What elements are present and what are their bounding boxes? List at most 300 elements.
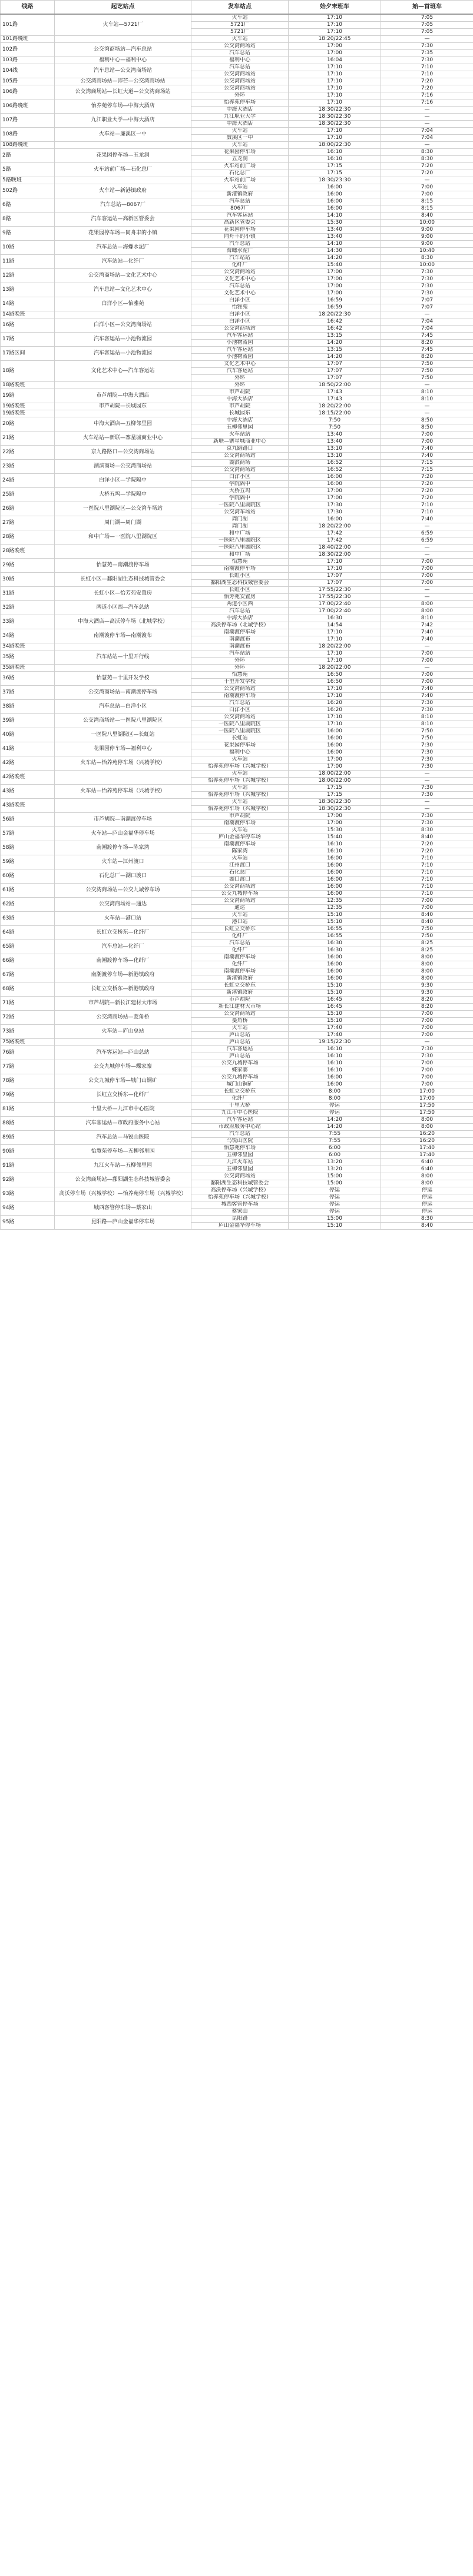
last-bus-time: 16:00 bbox=[289, 1081, 381, 1088]
last-bus-time: 15:30 bbox=[289, 220, 381, 227]
table-row bbox=[1, 149, 473, 156]
table-row bbox=[1, 1060, 473, 1067]
last-bus-time: 14:10 bbox=[289, 213, 381, 220]
route-line: 56路 bbox=[1, 813, 55, 827]
departure-stop: 火车站站 bbox=[191, 431, 289, 439]
last-bus-time: 16:00 bbox=[289, 877, 381, 884]
route-span bbox=[55, 410, 191, 417]
first-bus-time: 17:50 bbox=[381, 1103, 473, 1110]
first-bus-time: 7:00 bbox=[381, 898, 473, 905]
first-bus-time: — bbox=[381, 410, 473, 417]
first-bus-time: 10:00 bbox=[381, 262, 473, 269]
last-bus-time: 17:10 bbox=[289, 85, 381, 92]
last-bus-time: 19:15/22:30 bbox=[289, 1039, 381, 1046]
route-span: 中海大酒店—高沃停车场（北城学校） bbox=[55, 615, 191, 629]
table-row bbox=[1, 1011, 473, 1018]
last-bus-time: 16:45 bbox=[289, 1004, 381, 1011]
last-bus-time: 17:10 bbox=[289, 64, 381, 71]
route-line: 28路晚班 bbox=[1, 545, 55, 559]
first-bus-time: 7:30 bbox=[381, 290, 473, 297]
departure-stop: 五柳邻里园 bbox=[191, 424, 289, 431]
last-bus-time: 18:00/22:00 bbox=[289, 778, 381, 785]
route-line: 34路 bbox=[1, 629, 55, 643]
table-row bbox=[1, 474, 473, 481]
table-row bbox=[1, 1046, 473, 1053]
table-row bbox=[1, 43, 473, 50]
departure-stop: 怡慧苑 bbox=[191, 559, 289, 566]
route-line: 66路 bbox=[1, 954, 55, 968]
first-bus-time: 10:00 bbox=[381, 220, 473, 227]
departure-stop: 南潮渡布 bbox=[191, 643, 289, 650]
departure-stop: 城西客管停车场 bbox=[191, 1201, 289, 1209]
first-bus-time: 7:05 bbox=[381, 29, 473, 36]
last-bus-time: 16:30 bbox=[289, 615, 381, 622]
departure-stop: 和中广场 bbox=[191, 552, 289, 559]
last-bus-time: 17:10 bbox=[289, 99, 381, 107]
first-bus-time: 7:30 bbox=[381, 276, 473, 283]
route-span: 九江职业大学—中海大酒店 bbox=[55, 114, 191, 128]
route-line: 16路 bbox=[1, 318, 55, 333]
departure-stop: 汽车客运站 bbox=[191, 347, 289, 354]
last-bus-time: 16:20 bbox=[289, 707, 381, 714]
last-bus-time: 18:30/22:30 bbox=[289, 806, 381, 813]
route-line: 76路 bbox=[1, 1046, 55, 1060]
departure-stop: 福利中心 bbox=[191, 749, 289, 756]
last-bus-time: 停运 bbox=[289, 1194, 381, 1201]
departure-stop: 石化总厂 bbox=[191, 869, 289, 877]
last-bus-time: 18:30/22:30 bbox=[289, 799, 381, 806]
route-line: 93路 bbox=[1, 1187, 55, 1201]
table-row bbox=[1, 968, 473, 975]
departure-stop: 庐山金福华停车场 bbox=[191, 834, 289, 841]
first-bus-time: 7:50 bbox=[381, 361, 473, 368]
departure-stop: 汽车客运站 bbox=[191, 1117, 289, 1124]
first-bus-time: 8:10 bbox=[381, 396, 473, 403]
route-span: 文化艺术中心—汽车客运站 bbox=[55, 361, 191, 382]
first-bus-time: 8:30 bbox=[381, 255, 473, 262]
first-bus-time: 7:00 bbox=[381, 1011, 473, 1018]
departure-stop: 白洋小区 bbox=[191, 707, 289, 714]
table-row bbox=[1, 869, 473, 877]
route-line: 20路 bbox=[1, 417, 55, 431]
first-bus-time: 7:00 bbox=[381, 559, 473, 566]
table-row bbox=[1, 785, 473, 792]
route-span: 市芦胡院—长城园东 bbox=[55, 403, 191, 410]
route-line: 68路 bbox=[1, 982, 55, 997]
last-bus-time: 7:50 bbox=[289, 424, 381, 431]
first-bus-time: 7:45 bbox=[381, 333, 473, 340]
departure-stop: 菱角桥 bbox=[191, 1018, 289, 1025]
table-row bbox=[1, 884, 473, 891]
departure-stop: 南潮渡布 bbox=[191, 636, 289, 643]
route-line: 22路 bbox=[1, 446, 55, 460]
first-bus-time: 7:50 bbox=[381, 933, 473, 940]
last-bus-time: 12:35 bbox=[289, 898, 381, 905]
first-bus-time: 7:00 bbox=[381, 1067, 473, 1074]
route-span: 汽车总站—马锐山医院 bbox=[55, 1131, 191, 1145]
first-bus-time: 8:00 bbox=[381, 608, 473, 615]
departure-stop: 汽车总站 bbox=[191, 50, 289, 57]
departure-stop: 公交湾商场站 bbox=[191, 453, 289, 460]
route-line: 31路 bbox=[1, 587, 55, 601]
last-bus-time: 16:50 bbox=[289, 672, 381, 679]
first-bus-time: 7:10 bbox=[381, 509, 473, 516]
departure-stop: 花果园停车场 bbox=[191, 742, 289, 749]
departure-stop: 汽车总站 bbox=[191, 1131, 289, 1138]
first-bus-time: 7:30 bbox=[381, 1046, 473, 1053]
table-row bbox=[1, 714, 473, 721]
table-row bbox=[1, 1117, 473, 1124]
departure-stop: 中海大酒店 bbox=[191, 615, 289, 622]
first-bus-time: 7:00 bbox=[381, 1081, 473, 1088]
last-bus-time: 8:00 bbox=[289, 1088, 381, 1096]
route-line: 78路 bbox=[1, 1074, 55, 1088]
last-bus-time: 15:10 bbox=[289, 982, 381, 990]
first-bus-time: 7:15 bbox=[381, 467, 473, 474]
first-bus-time: 7:20 bbox=[381, 163, 473, 170]
table-row bbox=[1, 1159, 473, 1166]
first-bus-time: 7:00 bbox=[381, 1025, 473, 1032]
first-bus-time: 8:00 bbox=[381, 601, 473, 608]
table-row bbox=[1, 912, 473, 919]
table-row bbox=[1, 1187, 473, 1194]
first-bus-time: 6:59 bbox=[381, 537, 473, 545]
departure-stop: 九江市中心医院 bbox=[191, 1110, 289, 1117]
last-bus-time: 13:10 bbox=[289, 453, 381, 460]
departure-stop: 九江火车站 bbox=[191, 1159, 289, 1166]
departure-stop: 城门山铜矿 bbox=[191, 1081, 289, 1088]
departure-stop: 和中广场 bbox=[191, 530, 289, 537]
route-line: 43路 bbox=[1, 785, 55, 799]
departure-stop: 怡养苑停车场（兴城学校） bbox=[191, 806, 289, 813]
last-bus-time: 16:00 bbox=[289, 975, 381, 982]
route-line: 25路 bbox=[1, 488, 55, 502]
last-bus-time: 17:00 bbox=[289, 283, 381, 290]
table-row bbox=[1, 128, 473, 135]
first-bus-time: 7:15 bbox=[381, 460, 473, 467]
departure-stop: 长虹立交桥东 bbox=[191, 982, 289, 990]
route-line: 90路 bbox=[1, 1145, 55, 1159]
departure-stop: 公交湾商场站 bbox=[191, 467, 289, 474]
departure-stop: 公交湾商场站 bbox=[191, 1173, 289, 1180]
departure-stop: 新港镇政府 bbox=[191, 990, 289, 997]
route-span: 公交湾商场站—沛芒—公交湾商场站 bbox=[55, 78, 191, 85]
route-line: 502路 bbox=[1, 184, 55, 198]
table-row bbox=[1, 629, 473, 636]
route-span: 一医院八里湖院区—公交湾车场站 bbox=[55, 502, 191, 516]
departure-stop: 南潮渡停车场 bbox=[191, 968, 289, 975]
last-bus-time: 16:55 bbox=[289, 926, 381, 933]
departure-stop: 火车站 bbox=[191, 142, 289, 149]
last-bus-time: 17:00 bbox=[289, 43, 381, 50]
route-span: 公交湾商场站—长虹大道—公交湾商场站 bbox=[55, 85, 191, 99]
first-bus-time: 8:00 bbox=[381, 1124, 473, 1131]
route-span: 长虹立交桥东—化纤厂 bbox=[55, 926, 191, 940]
last-bus-time: 14:20 bbox=[289, 1117, 381, 1124]
table-row bbox=[1, 311, 473, 318]
table-row bbox=[1, 954, 473, 961]
last-bus-time: 17:15 bbox=[289, 163, 381, 170]
first-bus-time: 8:30 bbox=[381, 149, 473, 156]
route-line: 5路晚班 bbox=[1, 177, 55, 184]
first-bus-time: — bbox=[381, 36, 473, 43]
route-span: 长虹立交桥东—新港镇政府 bbox=[55, 982, 191, 997]
departure-stop: 汽车总站 bbox=[191, 241, 289, 248]
last-bus-time: 17:42 bbox=[289, 530, 381, 537]
departure-stop: 京九路路口 bbox=[191, 446, 289, 453]
table-row bbox=[1, 530, 473, 537]
header-line: 线路 bbox=[1, 1, 55, 15]
first-bus-time: 7:00 bbox=[381, 184, 473, 191]
first-bus-time: 7:50 bbox=[381, 368, 473, 375]
table-row bbox=[1, 756, 473, 763]
last-bus-time: 16:20 bbox=[289, 700, 381, 707]
first-bus-time: 17:00 bbox=[381, 1088, 473, 1096]
last-bus-time: 17:07 bbox=[289, 361, 381, 368]
first-bus-time: 8:30 bbox=[381, 156, 473, 163]
route-line: 57路 bbox=[1, 827, 55, 841]
first-bus-time: 8:25 bbox=[381, 940, 473, 947]
departure-stop: 怡养苑停车场（兴城学校） bbox=[191, 1194, 289, 1201]
departure-stop: 蔡家山 bbox=[191, 1209, 289, 1216]
route-span: 白洋小区—怡雅苑 bbox=[55, 297, 191, 311]
departure-stop: 化纤厂 bbox=[191, 1096, 289, 1103]
route-line: 9路 bbox=[1, 227, 55, 241]
departure-stop: 公交湾车场站 bbox=[191, 509, 289, 516]
route-line: 89路 bbox=[1, 1131, 55, 1145]
last-bus-time: 18:20/22:00 bbox=[289, 403, 381, 410]
first-bus-time: 8:00 bbox=[381, 1117, 473, 1124]
route-span bbox=[55, 142, 191, 149]
departure-stop: 公交九城停车场 bbox=[191, 1074, 289, 1081]
departure-stop: 公交湾商场站 bbox=[191, 326, 289, 333]
departure-stop: 南潮渡停车场 bbox=[191, 693, 289, 700]
route-span: 公交湾商场站—南潮渡停车场 bbox=[55, 686, 191, 700]
route-line: 58路 bbox=[1, 841, 55, 855]
departure-stop: 公交湾商场站 bbox=[191, 1011, 289, 1018]
departure-stop: 化纤厂 bbox=[191, 262, 289, 269]
table-row bbox=[1, 1074, 473, 1081]
route-span: 公交湾商场站—通达 bbox=[55, 898, 191, 912]
route-line: 19路晚班 bbox=[1, 403, 55, 410]
last-bus-time: 6:00 bbox=[289, 1152, 381, 1159]
last-bus-time: 15:00 bbox=[289, 1180, 381, 1187]
route-span: 汽车总站—文化艺术中心 bbox=[55, 283, 191, 297]
last-bus-time: 17:10 bbox=[289, 721, 381, 728]
departure-stop: 火车站 bbox=[191, 771, 289, 778]
route-line: 34路晚班 bbox=[1, 643, 55, 650]
last-bus-time: 15:40 bbox=[289, 262, 381, 269]
route-line: 26路 bbox=[1, 502, 55, 516]
departure-stop: 十里大桥 bbox=[191, 1103, 289, 1110]
route-line: 5路 bbox=[1, 163, 55, 177]
departure-stop: 新港镇政府 bbox=[191, 191, 289, 198]
route-span: 怡慧苑停车场—五柳邻里园 bbox=[55, 1145, 191, 1159]
first-bus-time: 7:30 bbox=[381, 785, 473, 792]
route-line: 17路区间 bbox=[1, 347, 55, 361]
first-bus-time: — bbox=[381, 771, 473, 778]
last-bus-time: 14:54 bbox=[289, 622, 381, 629]
first-bus-time: 7:00 bbox=[381, 650, 473, 658]
departure-stop: 新长江建材大市场 bbox=[191, 1004, 289, 1011]
table-row bbox=[1, 650, 473, 658]
route-span: 和中广场—一医院八里湖院区 bbox=[55, 530, 191, 545]
first-bus-time: — bbox=[381, 778, 473, 785]
last-bus-time: 18:50/22:00 bbox=[289, 382, 381, 389]
table-row bbox=[1, 163, 473, 170]
departure-stop: 火车站 bbox=[191, 36, 289, 43]
route-span bbox=[55, 311, 191, 318]
first-bus-time: 9:30 bbox=[381, 990, 473, 997]
departure-stop: 学院隔中 bbox=[191, 495, 289, 502]
route-line: 18路 bbox=[1, 361, 55, 382]
table-row bbox=[1, 213, 473, 220]
departure-stop: 汽车总站 bbox=[191, 608, 289, 615]
last-bus-time: 18:30/23:30 bbox=[289, 177, 381, 184]
departure-stop: 火车站 bbox=[191, 912, 289, 919]
first-bus-time: 7:04 bbox=[381, 128, 473, 135]
last-bus-time: 16:00 bbox=[289, 481, 381, 488]
first-bus-time: 7:30 bbox=[381, 756, 473, 763]
departure-stop: 陈家湾 bbox=[191, 848, 289, 855]
first-bus-time: 7:00 bbox=[381, 658, 473, 665]
first-bus-time: — bbox=[381, 311, 473, 318]
route-line: 103路 bbox=[1, 57, 55, 64]
departure-stop: 白洋小区 bbox=[191, 297, 289, 304]
departure-stop: 长虹小区 bbox=[191, 573, 289, 580]
first-bus-time: — bbox=[381, 382, 473, 389]
first-bus-time: — bbox=[381, 142, 473, 149]
route-line: 35路晚班 bbox=[1, 665, 55, 672]
last-bus-time: 17:43 bbox=[289, 389, 381, 396]
first-bus-time: 7:16 bbox=[381, 92, 473, 99]
first-bus-time: 7:20 bbox=[381, 488, 473, 495]
route-line: 91路 bbox=[1, 1159, 55, 1173]
route-span: 汽车客运站—小池物流园 bbox=[55, 333, 191, 347]
route-line: 24路 bbox=[1, 474, 55, 488]
departure-stop: 公交湾商场站 bbox=[191, 269, 289, 276]
last-bus-time: 16:10 bbox=[289, 1060, 381, 1067]
first-bus-time: 7:30 bbox=[381, 820, 473, 827]
last-bus-time: 18:00/22:00 bbox=[289, 771, 381, 778]
departure-stop: 汽车总站 bbox=[191, 700, 289, 707]
departure-stop: 汽车总站 bbox=[191, 198, 289, 205]
last-bus-time: 16:00 bbox=[289, 735, 381, 742]
last-bus-time: 14:30 bbox=[289, 248, 381, 255]
first-bus-time: 17:40 bbox=[381, 1145, 473, 1152]
departure-stop: 外环 bbox=[191, 382, 289, 389]
last-bus-time: 16:00 bbox=[289, 862, 381, 869]
departure-stop: 学院隔中 bbox=[191, 481, 289, 488]
route-span: 火车站站—新联—寨星城商业中心 bbox=[55, 431, 191, 446]
route-span: 汽车客运站—高新区管委会 bbox=[55, 213, 191, 227]
first-bus-time: 8:00 bbox=[381, 975, 473, 982]
first-bus-time: 8:40 bbox=[381, 1223, 473, 1230]
table-row bbox=[1, 700, 473, 707]
first-bus-time: 8:10 bbox=[381, 714, 473, 721]
departure-stop: 庐山总站 bbox=[191, 1032, 289, 1039]
departure-stop: 周门湖 bbox=[191, 516, 289, 523]
route-line: 107路 bbox=[1, 114, 55, 128]
route-line: 60路 bbox=[1, 869, 55, 884]
last-bus-time: 17:10 bbox=[289, 14, 381, 22]
departure-stop: 怡养苑停车场（兴城学校） bbox=[191, 763, 289, 771]
first-bus-time: 8:10 bbox=[381, 721, 473, 728]
first-bus-time: 7:30 bbox=[381, 792, 473, 799]
last-bus-time: 16:00 bbox=[289, 191, 381, 198]
departure-stop: 公交湾商场站 bbox=[191, 884, 289, 891]
last-bus-time: 17:07 bbox=[289, 368, 381, 375]
departure-stop: 南潮渡停车场 bbox=[191, 820, 289, 827]
route-span: 花果园停车场—福利中心 bbox=[55, 742, 191, 756]
last-bus-time: 13:15 bbox=[289, 347, 381, 354]
departure-stop: 中海大酒店 bbox=[191, 107, 289, 114]
last-bus-time: 16:52 bbox=[289, 460, 381, 467]
last-bus-time: 18:40/22:00 bbox=[289, 545, 381, 552]
first-bus-time: 7:00 bbox=[381, 1018, 473, 1025]
route-line: 81路 bbox=[1, 1103, 55, 1117]
route-line: 65路 bbox=[1, 940, 55, 954]
route-span: 火车站—庐山总站 bbox=[55, 1025, 191, 1039]
first-bus-time: 7:10 bbox=[381, 855, 473, 862]
first-bus-time: 8:20 bbox=[381, 1004, 473, 1011]
first-bus-time: 7:30 bbox=[381, 283, 473, 290]
first-bus-time: 7:10 bbox=[381, 862, 473, 869]
route-span: 公交九城停车场—城门山铜矿 bbox=[55, 1074, 191, 1088]
last-bus-time: 7:55 bbox=[289, 1138, 381, 1145]
last-bus-time: 17:10 bbox=[289, 135, 381, 142]
route-span: 湖滨商场—公交湾商场站 bbox=[55, 460, 191, 474]
departure-stop: 一医院八里湖院区 bbox=[191, 728, 289, 735]
route-span: 两道小区西—汽车总站 bbox=[55, 601, 191, 615]
route-line: 67路 bbox=[1, 968, 55, 982]
departure-stop: 5721厂 bbox=[191, 29, 289, 36]
first-bus-time: — bbox=[381, 121, 473, 128]
last-bus-time: 16:00 bbox=[289, 749, 381, 756]
header-first-bus: 始—首班车 bbox=[381, 1, 473, 15]
table-row bbox=[1, 1088, 473, 1096]
table-row bbox=[1, 601, 473, 608]
table-row bbox=[1, 982, 473, 990]
departure-stop: 南潮渡停车场 bbox=[191, 954, 289, 961]
departure-stop: 长虹立交桥东 bbox=[191, 1088, 289, 1096]
table-row bbox=[1, 771, 473, 778]
last-bus-time: 16:00 bbox=[289, 891, 381, 898]
route-span bbox=[55, 665, 191, 672]
table-row bbox=[1, 799, 473, 806]
table-row bbox=[1, 361, 473, 368]
first-bus-time: 7:45 bbox=[381, 347, 473, 354]
last-bus-time: 16:00 bbox=[289, 474, 381, 481]
route-span: 福利中心—福利中心 bbox=[55, 57, 191, 64]
last-bus-time: 16:00 bbox=[289, 1074, 381, 1081]
route-span: 长虹小区—鄱阳湖生态科技城管委会 bbox=[55, 573, 191, 587]
last-bus-time: 16:00 bbox=[289, 205, 381, 213]
route-span: 公交湾商场站—鄱阳湖生态科技城管委会 bbox=[55, 1173, 191, 1187]
last-bus-time: 16:59 bbox=[289, 304, 381, 311]
last-bus-time: 14:20 bbox=[289, 255, 381, 262]
departure-stop: 五柳邻里园 bbox=[191, 1152, 289, 1159]
first-bus-time: 8:00 bbox=[381, 1180, 473, 1187]
route-span: 南潮渡停车场—南潮渡布 bbox=[55, 629, 191, 643]
departure-stop: 怡养苑停车场（兴城学校） bbox=[191, 778, 289, 785]
last-bus-time: 12:35 bbox=[289, 905, 381, 912]
route-span: 火车站—庐山金福华停车场 bbox=[55, 827, 191, 841]
last-bus-time: 15:00 bbox=[289, 1216, 381, 1223]
route-span: 汽车站站—十里开行线 bbox=[55, 650, 191, 665]
first-bus-time: 7:40 bbox=[381, 629, 473, 636]
first-bus-time: 8:10 bbox=[381, 389, 473, 396]
